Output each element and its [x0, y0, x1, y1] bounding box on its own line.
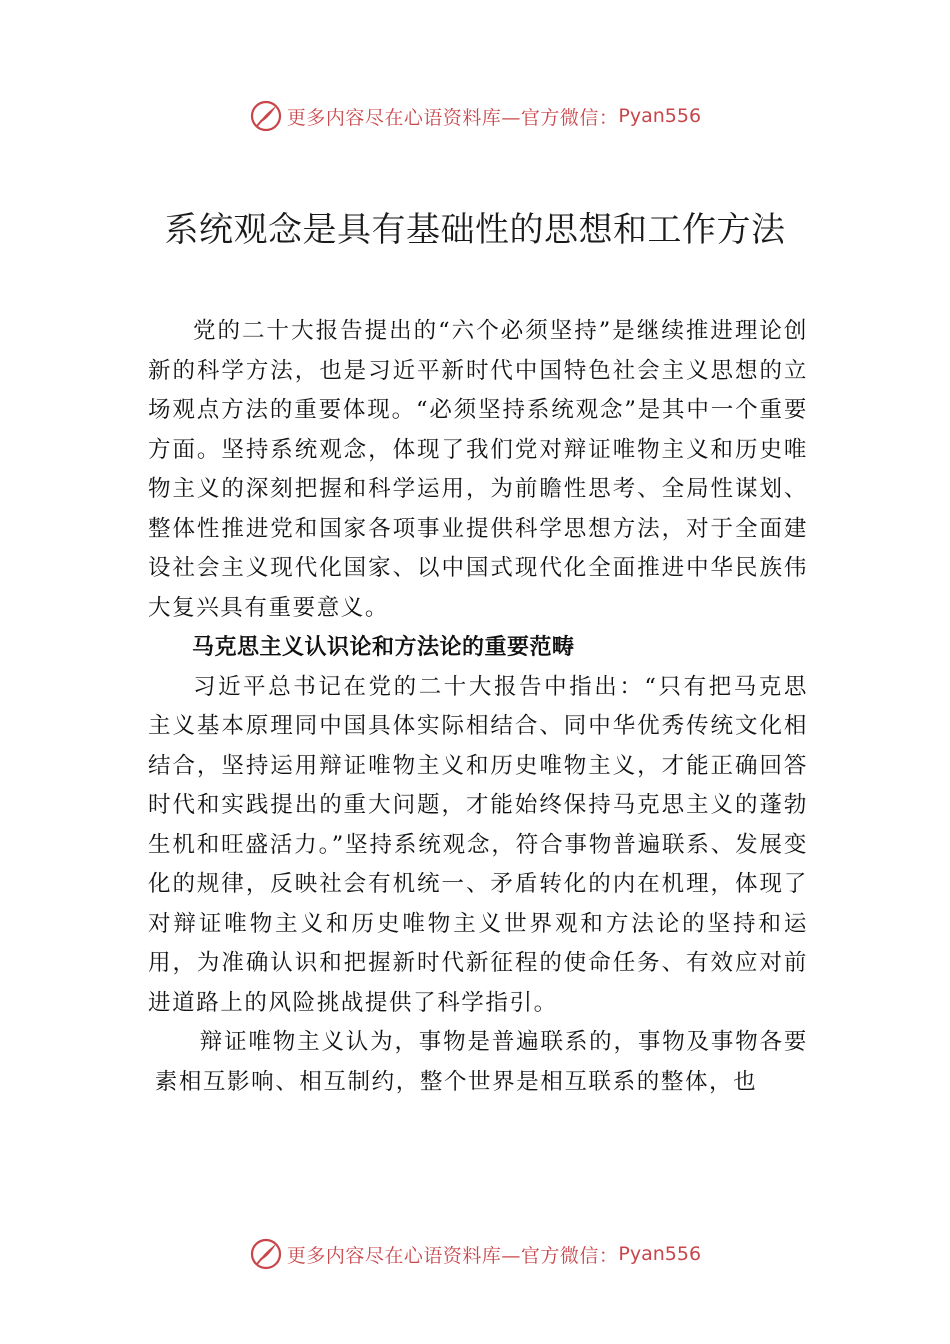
paragraph-1: 党的二十大报告提出的“六个必须坚持”是继续推进理论创新的科学方法，也是习近平新时代中国特色社会主义思想的立场观点方法的重要体现。“必须坚持系统观念”是其中一个重要方面。坚持系统观念，体现了我们党对辩证唯物主义和历史唯物主义的深刻把握和科学运用，为前瞻性思考、全局性谋划、整体性推进党和国家各项事业提供科学思想方法，对于全面建设社会主义现代化国家、以中国式现代化全面推进中华民族伟大复兴具有重要意义。	[148, 318, 808, 621]
watermark-wechat-id: Pyan556	[618, 1243, 702, 1265]
watermark-wechat-id: Pyan556	[618, 105, 702, 127]
footer-watermark	[0, 1234, 950, 1274]
document-title: 系统观念是具有基础性的思想和工作方法	[164, 210, 786, 250]
quill-seal-icon	[249, 99, 283, 133]
quill-seal-icon	[249, 1237, 283, 1271]
paragraph-2: 习近平总书记在党的二十大报告中指出：“只有把马克思主义基本原理同中国具体实际相结合、同中华优秀传统文化相结合，坚持运用辩证唯物主义和历史唯物主义，才能正确回答时代和实践提出的重大问题，才能始终保持马克思主义的蓬勃生机和旺盛活力。”坚持系统观念，符合事物普遍联系、发展变化的规律，反映社会有机统一、矛盾转化的内在机理，体现了对辩证唯物主义和历史唯物主义世界观和方法论的坚持和运用，为准确认识和把握新时代新征程的使命任务、有效应对前进道路上的风险挑战提供了科学指引。	[148, 673, 808, 1016]
paragraph-3: 辩证唯物主义认为，事物是普遍联系的，事物及事物各要素相互影响、相互制约，整个世界是相互联系的整体，也	[154, 1029, 808, 1095]
document-body	[148, 312, 808, 1102]
watermark-text: 更多内容尽在心语资料库—官方微信：	[286, 106, 619, 129]
watermark-text: 更多内容尽在心语资料库—官方微信：	[286, 1244, 619, 1267]
subheading-1: 马克思主义认识论和方法论的重要范畴	[192, 635, 575, 660]
header-watermark	[0, 96, 950, 136]
